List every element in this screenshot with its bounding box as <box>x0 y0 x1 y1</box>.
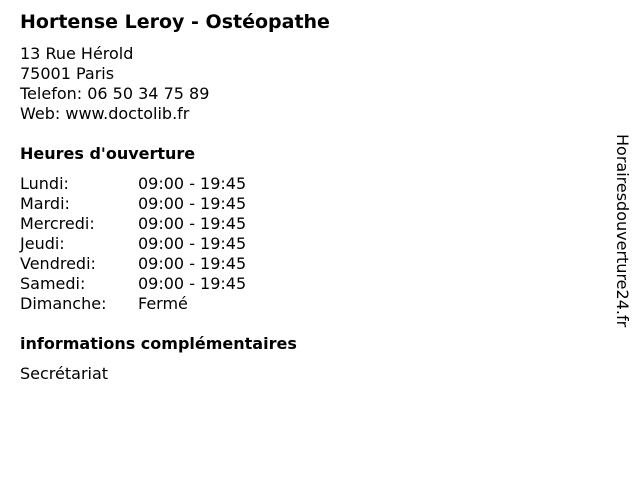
hours-day: Dimanche: <box>20 294 107 313</box>
additional-info-text: Secrétariat <box>20 364 109 383</box>
hours-time: 09:00 - 19:45 <box>138 234 247 253</box>
hours-row-mardi <box>20 194 246 214</box>
hours-time: 09:00 - 19:45 <box>138 194 247 213</box>
address-block <box>20 44 209 124</box>
phone-number: Telefon: 06 50 34 75 89 <box>20 84 210 103</box>
hours-day: Mercredi: <box>20 214 95 233</box>
hours-row-dimanche <box>20 294 246 314</box>
hours-day: Lundi: <box>20 174 69 193</box>
opening-hours-heading: Heures d'ouverture <box>20 144 196 163</box>
hours-time: 09:00 - 19:45 <box>138 174 247 193</box>
city-address: 75001 Paris <box>20 64 115 83</box>
hours-time: Fermé <box>138 294 188 313</box>
hours-row-vendredi <box>20 254 246 274</box>
website: Web: www.doctolib.fr <box>20 104 190 123</box>
additional-info-heading: informations complémentaires <box>20 334 297 353</box>
hours-time: 09:00 - 19:45 <box>138 214 247 233</box>
hours-day: Jeudi: <box>20 234 65 253</box>
street-address: 13 Rue Hérold <box>20 44 134 63</box>
opening-hours-list <box>20 174 246 314</box>
hours-day: Vendredi: <box>20 254 96 273</box>
hours-row-mercredi <box>20 214 246 234</box>
site-watermark: Horairesdouverture24.fr <box>613 134 632 328</box>
hours-time: 09:00 - 19:45 <box>138 274 247 293</box>
hours-day: Mardi: <box>20 194 70 213</box>
hours-time: 09:00 - 19:45 <box>138 254 247 273</box>
hours-row-samedi <box>20 274 246 294</box>
page-title: Hortense Leroy - Ostéopathe <box>20 11 330 33</box>
hours-row-jeudi <box>20 234 246 254</box>
hours-row-lundi <box>20 174 246 194</box>
hours-day: Samedi: <box>20 274 86 293</box>
